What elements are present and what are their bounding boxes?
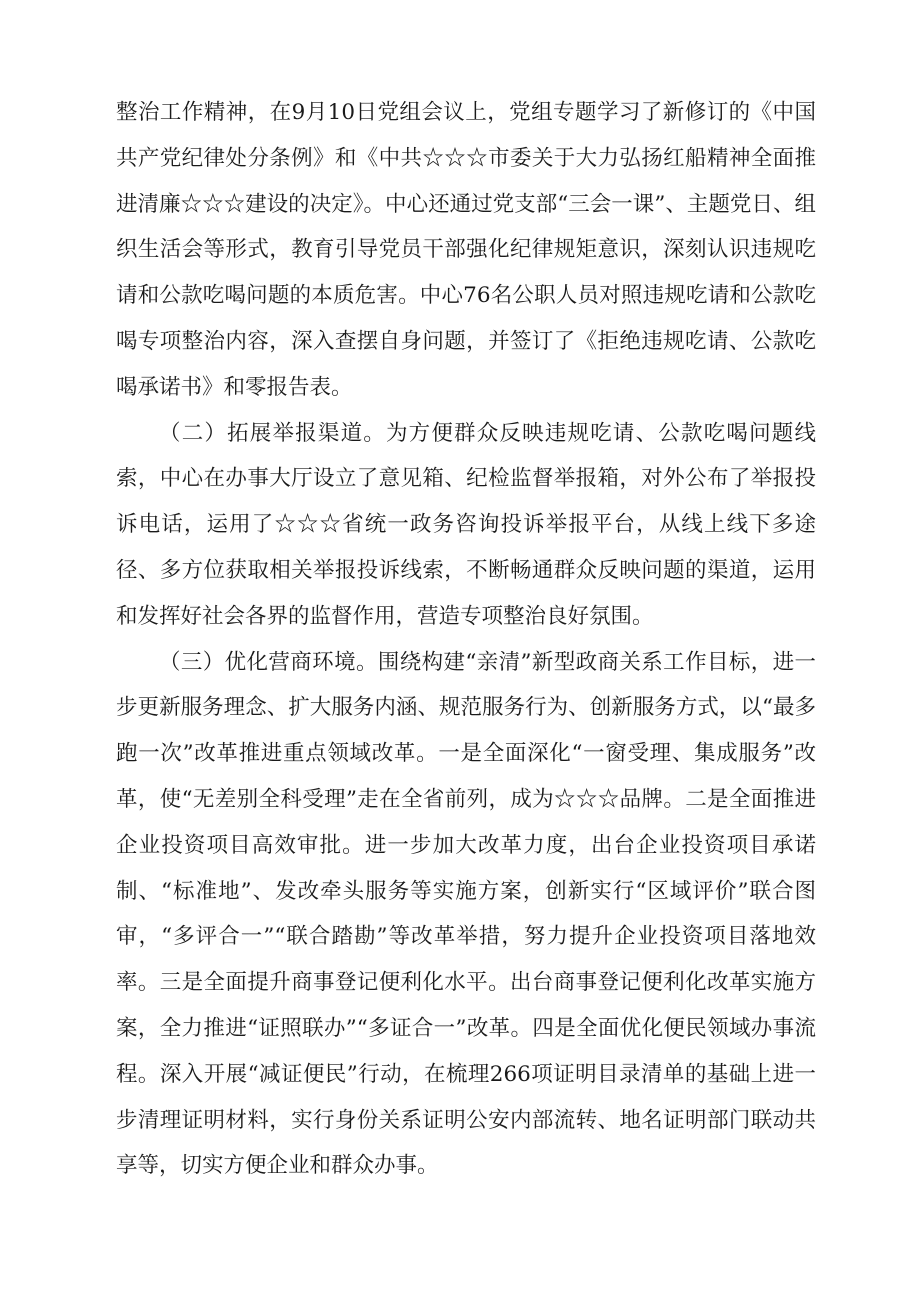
paragraph-business-environment: （三）优化营商环境。围绕构建“亲清”新型政商关系工作目标，进一步更新服务理念、扩大服务内涵、规范服务行为、创新服务方式，以“最多跑一次”改革推进重点领域改革。一是全面深化“一窗受理、集成服务”改革，使“无差别全科受理”走在全省前列，成为☆☆☆品牌。二是全面推进企业投资项目高效审批。进一步加大改革力度，出台企业投资项目承诺制、“标准地”、发改牵头服务等实施方案，创新实行“区域评价”联合图审，“多评合一”“联合踏勘”等改革举措，努力提升企业投资项目落地效率。三是全面提升商事登记便利化水平。出台商事登记便利化改革实施方案，全力推进“证照联办”“多证合一”改革。四是全面优化便民领域办事流程。深入开展“减证便民”行动，在梳理266项证明目录清单的基础上进一步清理证明材料，实行身份关系证明公安内部流转、地名证明部门联动共享等，切实方便企业和群众办事。	[116, 649, 816, 1179]
document-page	[116, 90, 816, 1189]
paragraph-reporting-channels: （二）拓展举报渠道。为方便群众反映违规吃请、公款吃喝问题线索，中心在办事大厅设立了意见箱、纪检监督举报箱，对外公布了举报投诉电话，运用了☆☆☆省统一政务咨询投诉举报平台，从线上线下多途径、多方位获取相关举报投诉线索，不断畅通群众反映问题的渠道，运用和发挥好社会各界的监督作用，营造专项整治良好氛围。	[116, 420, 816, 629]
paragraph-party-discipline-study: 整治工作精神，在9月10日党组会议上，党组专题学习了新修订的《中国共产党纪律处分条例》和《中共☆☆☆市委关于大力弘扬红船精神全面推进清廉☆☆☆建设的决定》。中心还通过党支部“三会一课”、主题党日、组织生活会等形式，教育引导党员干部强化纪律规矩意识，深刻认识违规吃请和公款吃喝问题的本质危害。中心76名公职人员对照违规吃请和公款吃喝专项整治内容，深入查摆自身问题，并签订了《拒绝违规吃请、公款吃喝承诺书》和零报告表。	[116, 100, 816, 400]
